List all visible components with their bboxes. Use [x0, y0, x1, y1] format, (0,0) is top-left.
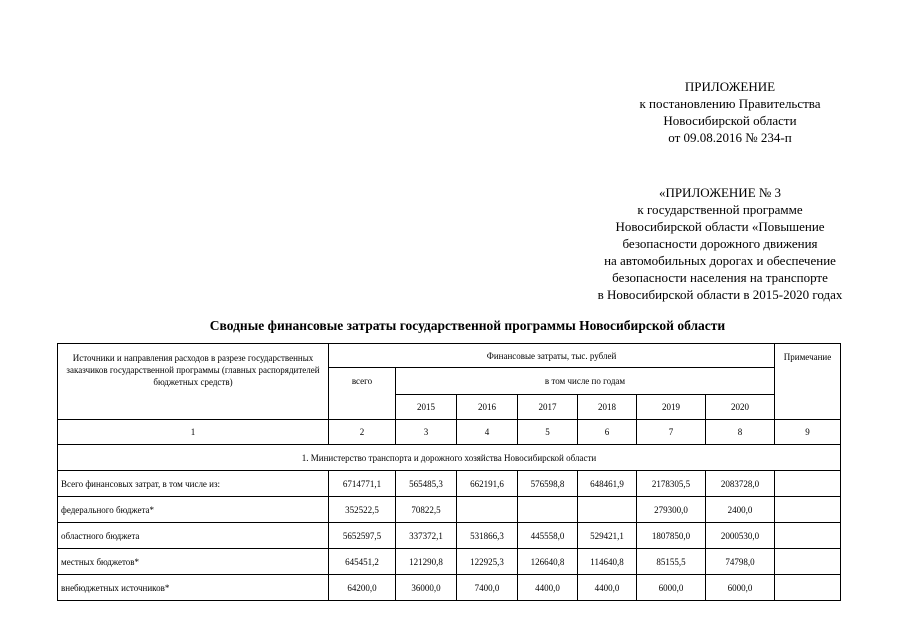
column-number: 6 [578, 420, 637, 445]
document-title: Сводные финансовые затраты государственной программы Новосибирской области [209, 318, 726, 333]
cell-total: 5652597,5 [329, 523, 396, 549]
header-total: всего [329, 368, 396, 420]
cell-2019: 2178305,5 [637, 471, 706, 497]
cell-total: 64200,0 [329, 575, 396, 601]
cell-2020: 74798,0 [706, 549, 775, 575]
cell-2020: 6000,0 [706, 575, 775, 601]
cell-2016: 122925,3 [457, 549, 518, 575]
financial-table [57, 343, 841, 601]
cell-2020: 2000530,0 [706, 523, 775, 549]
appendix-line: на автомобильных дорогах и обеспечение [604, 253, 836, 268]
cell-2015: 337372,1 [396, 523, 457, 549]
column-number: 2 [329, 420, 396, 445]
table-row [58, 575, 841, 601]
approval-block [600, 78, 860, 146]
cell-note [775, 497, 841, 523]
column-number: 7 [637, 420, 706, 445]
table-row [58, 497, 841, 523]
cell-2015: 121290,8 [396, 549, 457, 575]
cell-2015: 36000,0 [396, 575, 457, 601]
cell-2017: 576598,8 [518, 471, 578, 497]
table-row [58, 523, 841, 549]
appendix-line: в Новосибирской области в 2015-2020 годах [597, 287, 843, 302]
cell-2017: 4400,0 [518, 575, 578, 601]
header-by-years: в том числе по годам [396, 368, 775, 395]
cell-note [775, 523, 841, 549]
appendix-block [565, 184, 875, 303]
cell-2017: 126640,8 [518, 549, 578, 575]
cell-total: 645451,2 [329, 549, 396, 575]
column-number: 5 [518, 420, 578, 445]
header-year: 2017 [518, 395, 578, 420]
cell-total: 352522,5 [329, 497, 396, 523]
cell-2018: 114640,8 [578, 549, 637, 575]
column-number-row [58, 420, 841, 445]
row-label: внебюджетных источников* [58, 575, 329, 601]
cell-2020: 2400,0 [706, 497, 775, 523]
cell-2018: 648461,9 [578, 471, 637, 497]
cell-2018: 4400,0 [578, 575, 637, 601]
cell-2019: 85155,5 [637, 549, 706, 575]
appendix-line: безопасности дорожного движения [622, 236, 818, 251]
header-year: 2019 [637, 395, 706, 420]
cell-note [775, 471, 841, 497]
header-note: Примечание [775, 344, 841, 420]
appendix-line: к государственной программе [637, 202, 803, 217]
cell-2016: 662191,6 [457, 471, 518, 497]
header-year: 2016 [457, 395, 518, 420]
cell-note [775, 575, 841, 601]
appendix-line: безопасности населения на транспорте [612, 270, 828, 285]
cell-2016 [457, 497, 518, 523]
cell-2016: 531866,3 [457, 523, 518, 549]
approval-line: ПРИЛОЖЕНИЕ [684, 79, 776, 94]
appendix-line: «ПРИЛОЖЕНИЕ № 3 [658, 185, 782, 200]
cell-2019: 1807850,0 [637, 523, 706, 549]
appendix-line: Новосибирской области «Повышение [615, 219, 825, 234]
cell-2018 [578, 497, 637, 523]
cell-total: 6714771,1 [329, 471, 396, 497]
row-label: федерального бюджета* [58, 497, 329, 523]
header-year: 2015 [396, 395, 457, 420]
cell-2015: 70822,5 [396, 497, 457, 523]
column-number: 1 [58, 420, 329, 445]
column-number: 9 [775, 420, 841, 445]
cell-note [775, 549, 841, 575]
cell-2017 [518, 497, 578, 523]
approval-line: Новосибирской области [663, 113, 797, 128]
row-label: областного бюджета [58, 523, 329, 549]
cell-2020: 2083728,0 [706, 471, 775, 497]
cell-2019: 6000,0 [637, 575, 706, 601]
approval-line: к постановлению Правительства [639, 96, 821, 111]
column-number: 8 [706, 420, 775, 445]
header-sources: Источники и направления расходов в разрезе государственных заказчиков государственной программы (главных распорядителей бюджетных средств) [58, 344, 329, 420]
approval-line: от 09.08.2016 № 234-п [668, 130, 792, 145]
cell-2019: 279300,0 [637, 497, 706, 523]
cell-2017: 445558,0 [518, 523, 578, 549]
column-number: 3 [396, 420, 457, 445]
section-title: 1. Министерство транспорта и дорожного хозяйства Новосибирской области [58, 445, 841, 471]
header-year: 2018 [578, 395, 637, 420]
table-row [58, 471, 841, 497]
table-row [58, 549, 841, 575]
row-label: местных бюджетов* [58, 549, 329, 575]
header-year: 2020 [706, 395, 775, 420]
row-label: Всего финансовых затрат, в том числе из: [58, 471, 329, 497]
cell-2018: 529421,1 [578, 523, 637, 549]
cell-2016: 7400,0 [457, 575, 518, 601]
header-costs: Финансовые затраты, тыс. рублей [329, 344, 775, 368]
cell-2015: 565485,3 [396, 471, 457, 497]
column-number: 4 [457, 420, 518, 445]
